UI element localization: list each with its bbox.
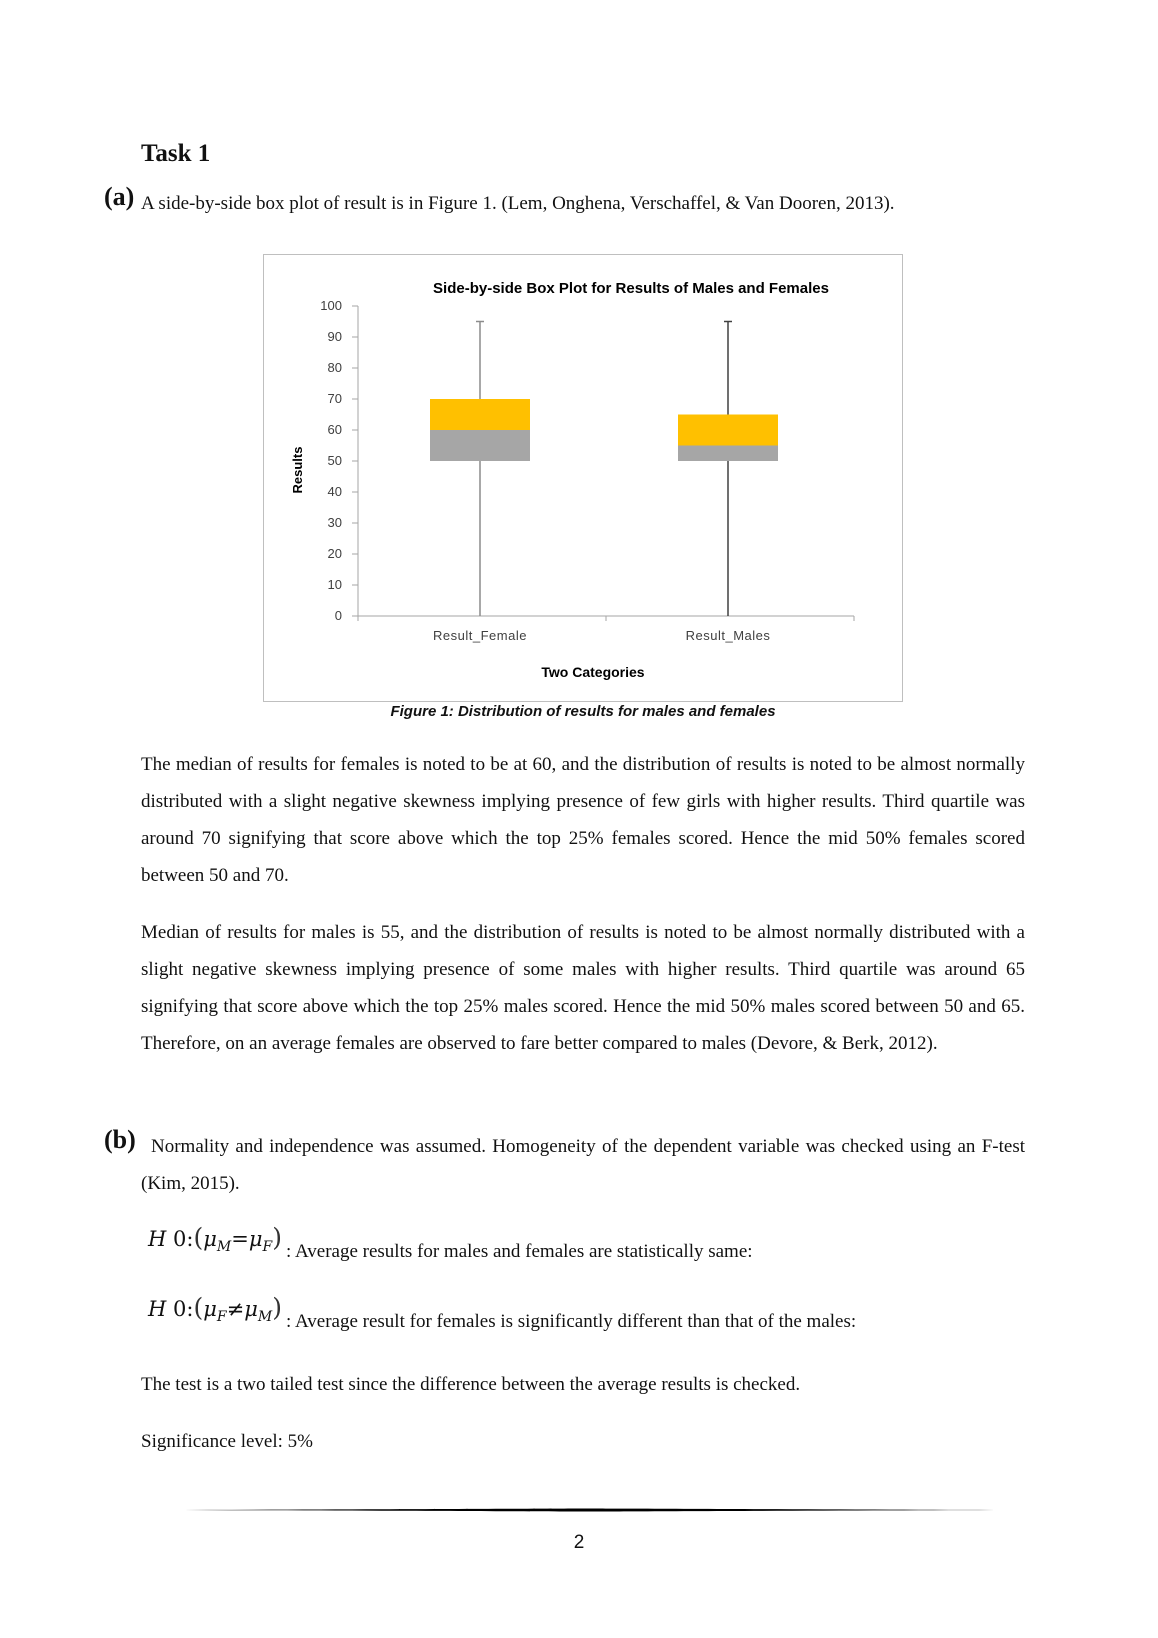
part-b-text: Normality and independence was assumed. Homogeneity of the dependent variable was checked using an F-test (Kim, 2015).: [141, 1136, 1025, 1194]
part-b-label: (b): [104, 1125, 136, 1154]
result-males-lower-box: [678, 446, 778, 462]
hypothesis-null-formula: H $0:(\mu_M=\mu_F)$: [148, 1223, 282, 1256]
figure-caption: Figure 1: Distribution of results for males and females: [390, 703, 776, 720]
hypothesis-null: [148, 1223, 753, 1262]
y-tick-label: 50: [327, 453, 342, 468]
task-title: Task 1: [141, 140, 211, 167]
y-tick-label: 10: [327, 577, 342, 592]
page-number: 2: [573, 1532, 585, 1553]
part-a-label: (a): [104, 182, 135, 211]
test-note: The test is a two tailed test since the difference between the average results is checked.: [141, 1374, 801, 1395]
paragraph-males: Median of results for males is 55, and the distribution of results is noted to be almost normally distributed with a slight negative skewness implying presence of some males with higher results. Third quartile was around 65 signifying that score above which the top 25% males scored. Hence the mid 50% males scored between 50 and 65. Therefore, on an average females are observed to fare better compared to males (Devore, & Berk, 2012).: [141, 922, 1025, 1054]
hypothesis-alternative: [148, 1293, 857, 1332]
y-tick-label: 30: [327, 515, 342, 530]
hypothesis-alt-formula: H $0:(\mu_F\ne\mu_M)$: [148, 1293, 282, 1326]
x-category-label: Result_Males: [685, 628, 771, 643]
result-males-upper-box: [678, 415, 778, 446]
paragraph-females: The median of results for females is noted to be at 60, and the distribution of results is noted to be almost normally distributed with a slight negative skewness implying presence of few girls with higher results. Third quartile was around 70 signifying that score above which the top 25% females scored. Hence the mid 50% females scored between 50 and 70.: [141, 754, 1025, 886]
y-tick-label: 40: [327, 484, 342, 499]
chart-frame: [263, 254, 903, 702]
y-tick-label: 70: [327, 391, 342, 406]
y-tick-label: 60: [327, 422, 342, 437]
y-tick-label: 100: [320, 298, 342, 313]
box-plot-chart: [264, 255, 902, 701]
result-female-lower-box: [430, 430, 530, 461]
footer-rule: [160, 1508, 1010, 1512]
y-tick-label: 80: [327, 360, 342, 375]
x-category-label: Result_Female: [433, 628, 527, 643]
y-tick-label: 90: [327, 329, 342, 344]
hypothesis-null-text: : Average results for males and females are statistically same:: [285, 1241, 753, 1262]
significance-level: Significance level: 5%: [141, 1431, 313, 1452]
hypothesis-alt-text: : Average result for females is significantly different than that of the males:: [285, 1311, 857, 1332]
chart-title: Side-by-side Box Plot for Results of Males and Females: [433, 280, 829, 297]
y-tick-label: 0: [334, 608, 342, 623]
chart-ylabel: Results: [290, 446, 305, 494]
chart-xlabel: Two Categories: [541, 664, 645, 680]
y-tick-label: 20: [327, 546, 342, 561]
result-female-upper-box: [430, 399, 530, 430]
part-a-text: A side-by-side box plot of result is in Figure 1. (Lem, Onghena, Verschaffel, & Van Dooren, 2013).: [141, 193, 895, 214]
